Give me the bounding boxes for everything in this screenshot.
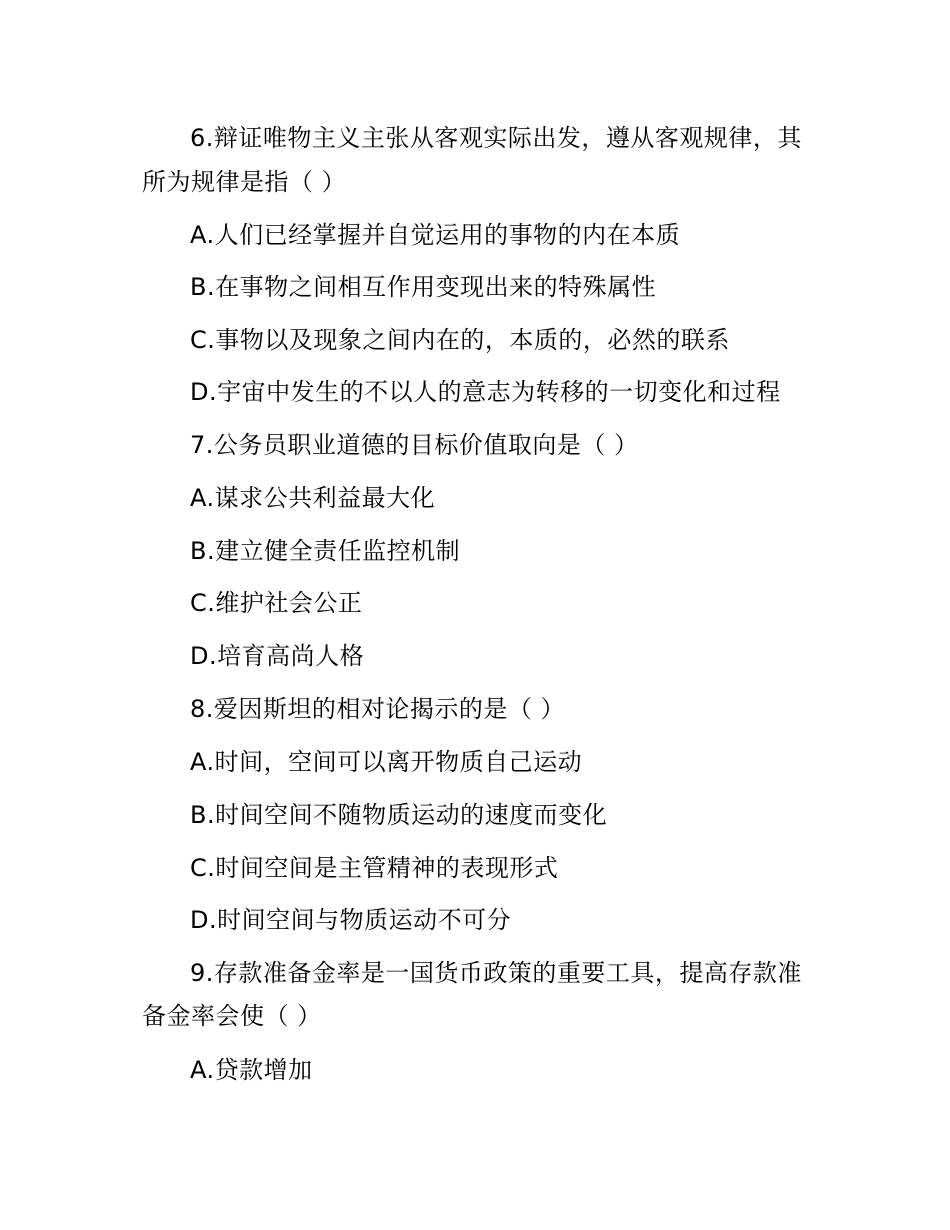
question-7-option-d: D.培育高尚人格 (190, 642, 365, 670)
question-6-option-c: C.事物以及现象之间内在的，本质的，必然的联系 (190, 326, 730, 354)
question-7-option-b: B.建立健全责任监控机制 (190, 537, 461, 565)
question-7-option-a: A.谋求公共利益最大化 (190, 484, 436, 512)
question-9-option-a: A.贷款增加 (190, 1056, 313, 1084)
question-6-stem-line-2: 所为规律是指（ ） (142, 168, 347, 196)
question-8-stem-line-1: 8.爱因斯坦的相对论揭示的是（ ） (190, 695, 566, 723)
question-8-option-d: D.时间空间与物质运动不可分 (190, 906, 512, 934)
question-6-option-d: D.宇宙中发生的不以人的意志为转移的一切变化和过程 (190, 378, 781, 406)
question-6-option-b: B.在事物之间相互作用变现出来的特殊属性 (190, 273, 657, 301)
question-7-option-c: C.维护社会公正 (190, 589, 363, 617)
question-7-stem-line-1: 7.公务员职业道德的目标价值取向是（ ） (190, 431, 639, 459)
question-8-option-c: C.时间空间是主管精神的表现形式 (190, 854, 559, 882)
question-9-stem-line-2: 备金率会使（ ） (142, 1002, 322, 1030)
question-8-option-b: B.时间空间不随物质运动的速度而变化 (190, 801, 608, 829)
question-8-option-a: A.时间，空间可以离开物质自己运动 (190, 748, 583, 776)
question-6-option-a: A.人们已经掌握并自觉运用的事物的内在本质 (190, 221, 681, 249)
question-9-stem-line-1: 9.存款准备金率是一国货币政策的重要工具，提高存款准 (190, 959, 802, 987)
question-6-stem-line-1: 6.辩证唯物主义主张从客观实际出发，遵从客观规律，其 (190, 124, 802, 152)
